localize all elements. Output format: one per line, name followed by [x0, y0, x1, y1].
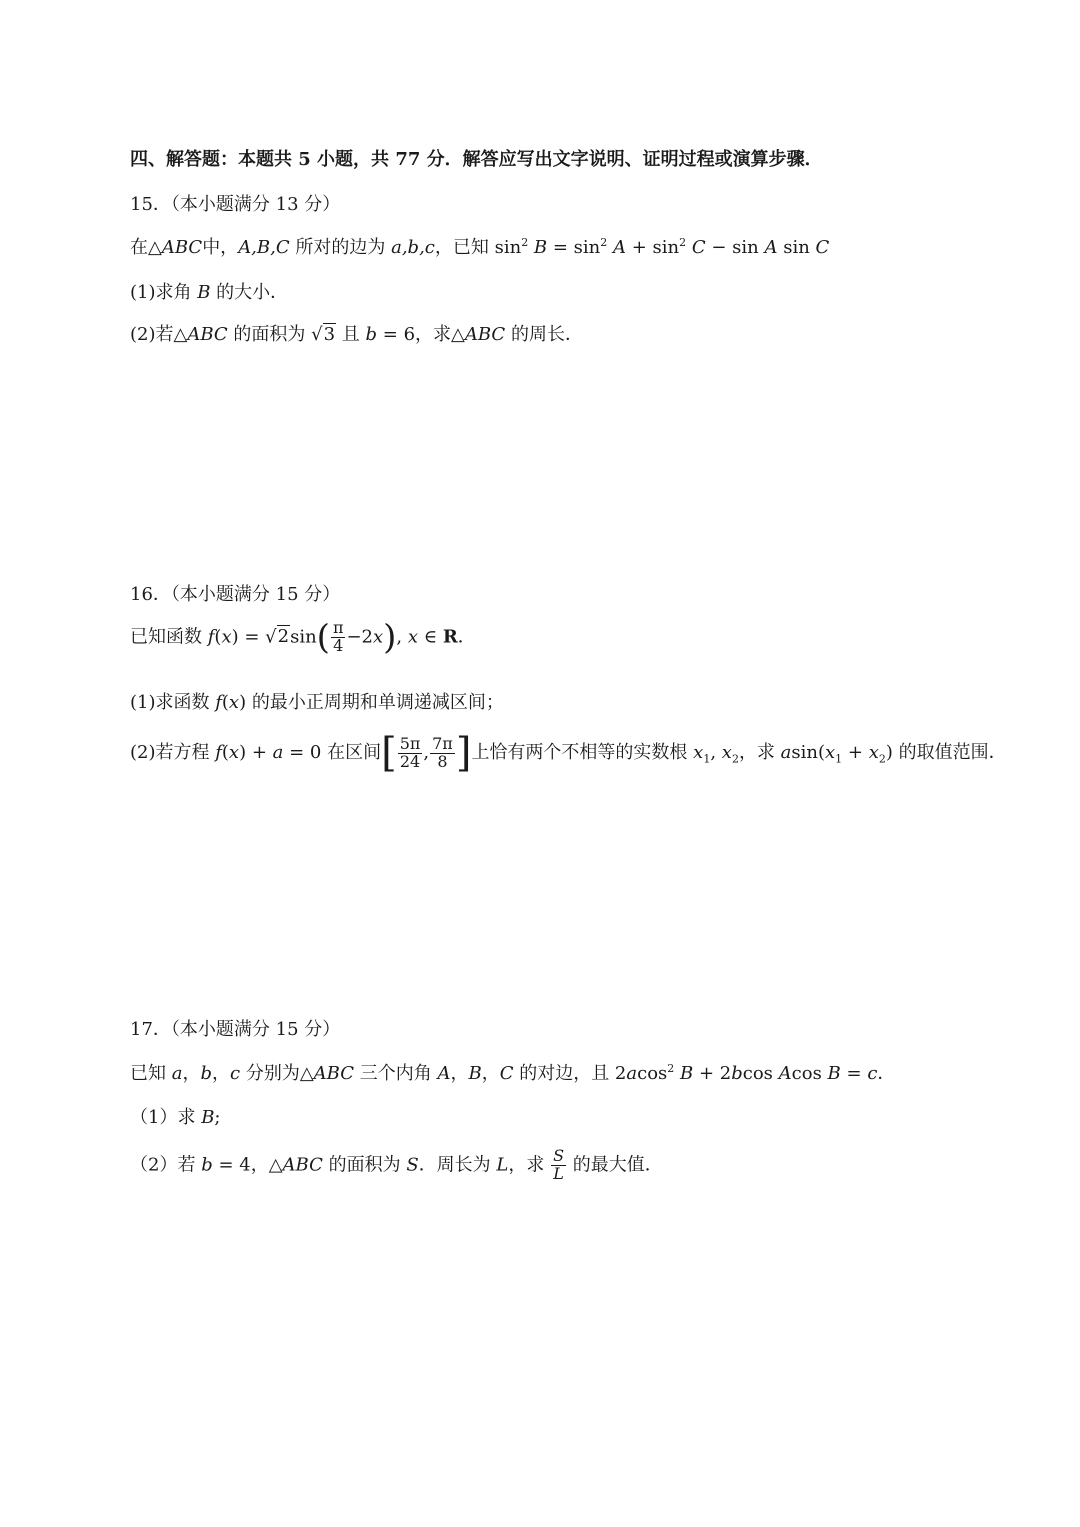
section-header: 四、解答题：本题共 5 小题，共 77 分．解答应写出文字说明、证明过程或演算步骤． [130, 149, 823, 170]
q16-part1: (1)求函数 f(x) 的最小正周期和单调递减区间； [130, 692, 504, 713]
q15-stem: 在△ABC中，A,B,C 所对的边为 a,b,c，已知 $\sin^2 B = \sin^2 A + \sin^2 C - \sin A$ sin C [130, 236, 830, 258]
q17-part1: （1）求 B; [130, 1107, 221, 1128]
q16-stem: 已知函数 f(x) = √2sin( $\frac{\pi}{4}$ −2x), x ∈ R． [130, 617, 476, 658]
q17-part2: （2）若 b = 4，△ABC 的面积为 S．周长为 L，求 $\frac{S}{L}$ 的最大值． [130, 1146, 663, 1183]
q17-title: 17．（本小题满分 15 分） [130, 1019, 341, 1040]
q15-part2: (2)若△ABC 的面积为 √3 且 b = 6，求△ABC 的周长． [130, 324, 583, 345]
q16-title: 16．（本小题满分 15 分） [130, 584, 341, 605]
q16-part2: (2)若方程 f(x) + a = 0 在区间[ $\frac{5\pi}{24}$ , $\frac{7\pi}{8}$ ]上恰有两个不相等的实数根 $x_1$, $x_2$，求 $asin(x_1 + x_2)$ 的取值范围． [130, 730, 1007, 776]
q15-part1: (1)求角 B 的大小． [130, 282, 289, 303]
q15-title: 15．（本小题满分 13 分） [130, 194, 341, 215]
q17-stem: 已知 a，b，c 分别为△ABC 三个内角 A，B，C 的对边，且 2acos$^2$ B + 2bcos Acos B = c． [130, 1062, 896, 1084]
